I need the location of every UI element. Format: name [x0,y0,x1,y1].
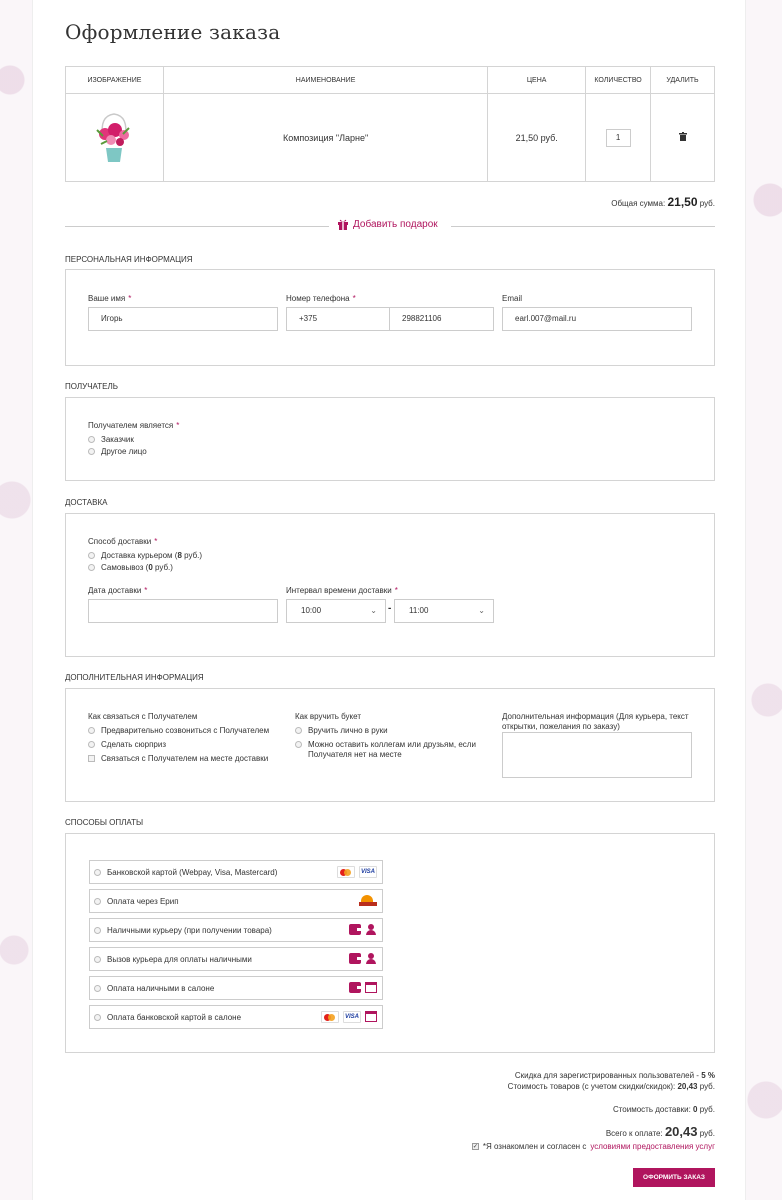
section-additional-title: ДОПОЛНИТЕЛЬНАЯ ИНФОРМАЦИЯ [65,673,204,682]
delivery-date-label: Дата доставки * [88,586,148,595]
delivery-cost-line: Стоимость доставки: 0 руб. [612,1105,715,1114]
payment-option-cash-salon[interactable] [89,976,383,1000]
radio-icon[interactable] [94,927,101,934]
radio-icon[interactable] [295,727,302,734]
col-qty: КОЛИЧЕСТВО [586,67,651,94]
mastercard-icon [321,1011,339,1023]
radio-icon[interactable] [88,448,95,455]
section-personal-title: ПЕРСОНАЛЬНАЯ ИНФОРМАЦИЯ [65,255,193,264]
radio-icon[interactable] [94,956,101,963]
col-delete: УДАЛИТЬ [651,67,715,94]
wallet-icon [349,924,361,935]
radio-icon[interactable] [94,869,101,876]
gift-divider [65,218,715,234]
product-price: 21,50 руб. [488,94,586,182]
divider-right [451,226,715,227]
payment-label: Оплата банковской картой в салоне [107,1012,242,1022]
chevron-down-icon: ⌄ [370,606,377,615]
phone-code-field[interactable]: +375 [286,307,390,331]
terms-checkbox[interactable]: ✓ [472,1144,478,1150]
contact-option-call[interactable]: Предварительно созвониться с Получателем [88,726,269,736]
discount-line: Скидка для зарегистрированных пользователей - 5 % [514,1071,715,1080]
cart-total [611,195,715,209]
grand-total-line: Всего к оплате: 20,43 руб. [605,1124,715,1139]
page-title: Оформление заказа [65,20,281,44]
shop-icon [365,1011,377,1022]
note-label: Дополнительная информация (Для курьера, текст открытки, пожелания по заказу) [502,712,689,731]
place-order-button[interactable]: ОФОРМИТЬ ЗАКАЗ [633,1168,715,1187]
col-price: ЦЕНА [488,67,586,94]
contact-option-surprise[interactable]: Сделать сюрприз [88,740,166,750]
cart-header-row [66,67,715,94]
section-recipient-title: ПОЛУЧАТЕЛЬ [65,382,118,391]
total-currency: руб. [699,199,715,208]
product-image[interactable] [89,108,139,168]
mastercard-icon [337,866,355,878]
delivery-option-pickup[interactable]: Самовывоз (0 руб.) [88,563,173,573]
personal-info-box [65,269,715,366]
delivery-date-field[interactable] [88,599,278,623]
cart-row [66,94,715,182]
radio-icon[interactable] [88,436,95,443]
radio-icon[interactable] [295,741,302,748]
note-textarea[interactable] [502,732,692,778]
recipient-option-other[interactable]: Другое лицо [88,447,147,457]
contact-label: Как связаться с Получателем [88,712,198,721]
payment-option-card[interactable] [89,860,383,884]
name-field[interactable]: Игорь [88,307,278,331]
radio-icon[interactable] [88,727,95,734]
visa-icon: VISA [359,866,377,878]
total-value: 21,50 [667,195,698,209]
terms-link[interactable]: условиями предоставления услуг [590,1142,715,1151]
wallet-icon [349,953,361,964]
product-name[interactable]: Композиция "Ларне" [163,94,487,182]
divider-left [65,226,329,227]
delivery-method-label: Способ доставки * [88,537,158,546]
payment-box [65,833,715,1053]
shop-icon [365,982,377,993]
goods-cost-line: Стоимость товаров (с учетом скидки/скидок): 20,43 руб. [507,1082,715,1091]
payment-label: Банковской картой (Webpay, Visa, Mastercard) [107,867,278,877]
quantity-input[interactable]: 1 [606,129,631,147]
payment-option-card-salon[interactable] [89,1005,383,1029]
payment-label: Оплата через Ерип [107,896,179,906]
delivery-option-courier[interactable]: Доставка курьером (8 руб.) [88,551,202,561]
trash-icon[interactable] [679,132,687,141]
radio-icon[interactable] [88,741,95,748]
wallet-icon [349,982,361,993]
time-dash: - [388,603,392,614]
phone-label: Номер телефона * [286,294,356,303]
add-gift-button[interactable] [337,218,438,230]
radio-icon[interactable] [94,985,101,992]
radio-icon[interactable] [94,898,101,905]
time-from-select[interactable]: 10:00 ⌄ [286,599,386,623]
terms-text: *Я ознакомлен и согласен с [482,1142,587,1151]
chevron-down-icon: ⌄ [478,606,485,615]
checkbox-icon[interactable] [88,755,95,762]
col-name: НАИМЕНОВАНИЕ [163,67,487,94]
courier-icon [365,953,377,964]
payment-label: Наличными курьеру (при получении товара) [107,925,272,935]
radio-icon[interactable] [88,552,95,559]
cart-table [65,66,715,182]
erip-icon [359,895,377,907]
terms-agreement [472,1142,715,1151]
recipient-box [65,397,715,481]
hand-label: Как вручить букет [295,712,361,721]
visa-icon: VISA [343,1011,361,1023]
add-gift-label: Добавить подарок [353,218,438,230]
hand-option-personal[interactable]: Вручить лично в руки [295,726,388,736]
radio-icon[interactable] [88,564,95,571]
recipient-label: Получателем является * [88,421,180,430]
hand-option-colleagues[interactable]: Можно оставить коллегам или друзьям, если Получателя нет на месте [295,740,485,760]
delivery-interval-label: Интервал времени доставки * [286,586,398,595]
courier-icon [365,924,377,935]
col-image: ИЗОБРАЖЕНИЕ [66,67,164,94]
gift-icon [337,218,349,230]
qty-cell [586,94,651,182]
contact-option-on-site[interactable]: Связаться с Получателем на месте доставки [88,754,268,764]
time-to-select[interactable]: 11:00 ⌄ [394,599,494,623]
page-container [32,0,746,1200]
payment-option-erip[interactable] [89,889,383,913]
radio-icon[interactable] [94,1014,101,1021]
payment-option-cash-courier[interactable] [89,918,383,942]
section-delivery-title: ДОСТАВКА [65,498,108,507]
additional-box [65,688,715,802]
recipient-option-customer[interactable]: Заказчик [88,435,134,445]
delete-cell [651,94,715,182]
section-payment-title: СПОСОБЫ ОПЛАТЫ [65,818,144,827]
payment-option-call-courier[interactable] [89,947,383,971]
payment-label: Оплата наличными в салоне [107,983,215,993]
product-image-cell [66,94,164,182]
phone-number-field[interactable]: 298821106 [389,307,494,331]
total-label: Общая сумма: [611,199,666,208]
delivery-box [65,513,715,657]
email-label: Email [502,294,523,303]
payment-label: Вызов курьера для оплаты наличными [107,954,252,964]
name-label: Ваше имя * [88,294,132,303]
email-field[interactable]: earl.007@mail.ru [502,307,692,331]
